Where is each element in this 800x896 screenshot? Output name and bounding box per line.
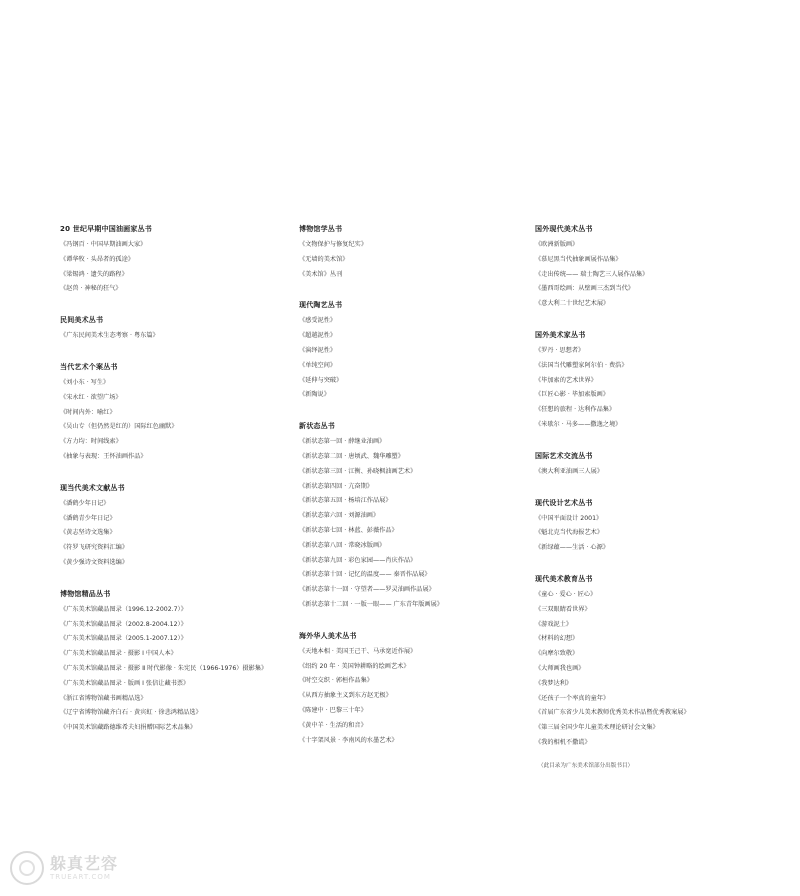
- book-title: 《广东美术馆藏品图录（1996.12-2002.7）》: [60, 605, 187, 613]
- book-title: 《罗丹 · 思想者》: [535, 346, 585, 354]
- book-title: 《黄志坚诗文选集》: [60, 529, 116, 537]
- series-section: [535, 224, 775, 308]
- book-title: 《澳大利亚油画三人展》: [535, 467, 604, 475]
- book-title: 《演绎泥性》: [299, 346, 337, 354]
- book-title: 《冯钢百 · 中国早期油画大家》: [60, 241, 147, 248]
- series-section: [60, 224, 290, 293]
- book-title: 《天地本相 · 美国王己干、马承宽近作展》: [299, 647, 417, 655]
- book-title: 《慕尼黑当代抽象画展作品集》: [535, 255, 622, 263]
- series-spacer: [535, 436, 775, 451]
- book-title: 《文物保护与修复纪实》: [299, 241, 368, 248]
- book-title: 《感受泥性》: [299, 317, 337, 325]
- watermark-cn: 躲真艺容: [50, 853, 119, 873]
- book-title: 《欧洲新版画》: [535, 241, 579, 248]
- series-title: 当代艺术个案丛书: [60, 362, 118, 371]
- series-title: 民间美术丛书: [60, 316, 104, 325]
- series-section: [299, 300, 529, 399]
- series-section: [299, 421, 529, 609]
- book-title: 《广东美术馆藏品图录 · 摄影 Ⅱ 时代影像 · 朱宪民（1966-1976）摄影集》: [60, 664, 268, 672]
- series-section: [60, 589, 290, 732]
- book-title: 《我的相机不撒谎》: [535, 738, 591, 746]
- series-spacer: [60, 574, 290, 589]
- series-title: 现代陶艺丛书: [299, 301, 343, 310]
- book-title: 《辽宁省博物馆藏齐白石 · 黄宾虹 · 徐悲鸿精品选》: [60, 709, 202, 717]
- book-title: 《新状态第三回 · 江衡、孙晓枫油画艺术》: [299, 467, 417, 475]
- watermark: [10, 848, 118, 888]
- book-title: 《绍约 20 年 · 美国钟耕略的绘画艺术》: [299, 662, 410, 670]
- series-section: [535, 574, 775, 747]
- book-title: 《新状态第十回 · 记忆的温度—— 秦晋作品展》: [299, 571, 431, 579]
- book-title: 《三双眼睛看世界》: [535, 605, 591, 613]
- series-title: 国际艺术交流丛书: [535, 451, 593, 460]
- series-spacer: [299, 406, 529, 421]
- series-section: [299, 224, 529, 279]
- book-title: 《还孩子一个率真的童年》: [535, 694, 610, 702]
- book-title: 《符罗飞研究资料汇编》: [60, 544, 129, 552]
- book-title: 《宋永红 · 欲望广场》: [60, 393, 122, 401]
- book-title: 《首届广东省少儿美术教师优秀美术作品暨优秀教案展》: [535, 709, 690, 717]
- book-title: 《新陶说》: [299, 391, 330, 399]
- book-title: 《新状态第四回 · 亢奋期》: [299, 482, 373, 490]
- book-title: 《十字架风景 · 李南风的水墨艺术》: [299, 736, 398, 744]
- series-title: 国外现代美术丛书: [535, 225, 593, 233]
- book-title: 《中国平面设计 2001》: [535, 514, 603, 522]
- series-section: [299, 631, 529, 745]
- book-title: 《广东美术馆藏品图录（2005.1-2007.12）》: [60, 635, 187, 643]
- book-title: 《新状态第一回 · 薛继业油画》: [299, 438, 386, 446]
- series-spacer: [60, 468, 290, 483]
- book-title: 《新状态第九回 · 彩色家园——肖庆作品》: [299, 556, 417, 564]
- series-title: 现代美术教育丛书: [535, 574, 593, 583]
- book-title: 《陈建中 · 巴黎三十年》: [299, 706, 367, 714]
- book-title: 《走出传统—— 瑞士陶艺三人展作品集》: [535, 270, 649, 278]
- book-title: 《巨匠心影 · 毕加索版画》: [535, 391, 609, 399]
- book-title: 《单纯空间》: [299, 361, 337, 369]
- book-title: 《刘小东 · 写生》: [60, 378, 110, 386]
- catalog-note: （此目录为广东美术馆部分出版书目）: [538, 763, 634, 769]
- book-title: 《大师画我也画》: [535, 664, 585, 672]
- book-title: 《从西方抽象主义到东方赵无极》: [299, 692, 392, 700]
- book-title: 《时空交织 · 郭桓作品集》: [299, 677, 373, 685]
- book-title: 《赵兽 · 神秘的狂气》: [60, 285, 122, 293]
- book-title: 《新状态第十一回 · 守望者——罗灵油画作品展》: [299, 586, 435, 594]
- book-title: 《潘鹤少年日记》: [60, 499, 110, 507]
- book-title: 《浙江省博物馆藏书画精品选》: [60, 694, 147, 702]
- book-title: 《毕加索的艺术世界》: [535, 376, 597, 384]
- watermark-en: TRUEART.COM: [50, 872, 111, 881]
- book-title: 《新状态第七回 · 林蓝、彭薇作品》: [299, 526, 398, 534]
- book-title: 《我梦达利》: [535, 679, 573, 687]
- book-title: 《超越泥性》: [299, 332, 337, 340]
- book-title: 《新状态第六回 · 刘源油画》: [299, 512, 380, 520]
- book-title: 《抽象与表现：王怀油画作品》: [60, 452, 147, 460]
- book-title: 《美术馆》丛刊: [299, 270, 343, 278]
- series-spacer: [535, 483, 775, 498]
- book-title: 《无墙的美术馆》: [299, 255, 349, 263]
- series-title: 国外美术家丛书: [535, 330, 586, 339]
- series-spacer: [535, 559, 775, 574]
- book-title: 《梁锡鸿 · 遗失的路程》: [60, 270, 128, 278]
- book-title: 《材料的幻想》: [535, 635, 579, 643]
- watermark-logo-icon: [10, 851, 44, 885]
- book-title: 《新状态第十二回 · 一版一眼—— 广东青年版画展》: [299, 600, 443, 608]
- book-title: 《潘鹤青少年日记》: [60, 514, 116, 522]
- book-title: 《谭华牧 · 头昂者的孤途》: [60, 255, 134, 263]
- book-title: 《法国当代雕塑家阿尔伯 · 费浩》: [535, 361, 628, 369]
- book-title: 《方力均：时间线索》: [60, 438, 122, 446]
- column-right: [535, 224, 775, 754]
- book-title: 《新状态第五回 · 杨培江作品展》: [299, 497, 392, 505]
- series-section: [535, 451, 775, 476]
- series-title: 20 世纪早期中国油画家丛书: [60, 225, 152, 233]
- series-section: [60, 483, 290, 567]
- book-title: 《童心 · 爱心 · 匠心》: [535, 590, 597, 598]
- book-title: 《墨西哥绘画：从壁画三杰到当代》: [535, 285, 634, 293]
- book-title: 《向摩尔致敬》: [535, 650, 579, 658]
- series-spacer: [535, 315, 775, 330]
- series-spacer: [299, 285, 529, 300]
- series-title: 现当代美术文献丛书: [60, 483, 125, 492]
- series-spacer: [60, 300, 290, 315]
- series-title: 现代设计艺术丛书: [535, 498, 593, 507]
- series-title: 新状态丛书: [299, 422, 335, 431]
- series-section: [60, 362, 290, 461]
- book-title: 《魁北克当代海报艺术》: [535, 529, 604, 537]
- book-title: 《吴山专（但仍然是红的）国际红色幽默》: [60, 423, 178, 431]
- book-title: 《意大利二十世纪艺术展》: [535, 300, 610, 308]
- book-title: 《广东美术馆藏品图录 · 版画 I 张信让藏书票》: [60, 679, 190, 687]
- column-middle: [299, 224, 529, 751]
- book-title: 《新状态第二回 · 唐顷武、魏华雕塑》: [299, 452, 404, 460]
- book-title: 《中国美术馆藏路德维希夫妇捐赠国际艺术品集》: [60, 724, 197, 732]
- book-title: 《黄少强诗文资料选编》: [60, 558, 129, 566]
- watermark-text: [50, 855, 118, 882]
- book-title: 《米歇尔 · 马多——撒逸之境》: [535, 420, 622, 428]
- book-title: 《广东美术馆藏品图录（2002.8-2004.12）》: [60, 620, 187, 628]
- series-title: 博物馆精品丛书: [60, 589, 111, 598]
- book-title: 《第三届全国少年儿童美术理论研讨会文集》: [535, 724, 659, 732]
- column-left: [60, 224, 290, 739]
- book-title: 《广东美术馆藏品图录 · 摄影 I 中国人本》: [60, 650, 177, 658]
- series-spacer: [299, 616, 529, 631]
- book-title: 《游戏泥土》: [535, 620, 573, 628]
- book-title: 《广东民间美术生态考察 · 粤东篇》: [60, 332, 159, 340]
- book-title: 《狂想的旅程 · 达利作品集》: [535, 406, 616, 414]
- series-section: [535, 498, 775, 553]
- book-title: 《新状态第八回 · 常晓冰版画》: [299, 541, 386, 549]
- series-spacer: [60, 347, 290, 362]
- series-title: 海外华人美术丛书: [299, 631, 357, 640]
- series-section: [60, 315, 290, 340]
- book-title: 《时间内外：喻红》: [60, 408, 116, 416]
- series-title: 博物馆学丛书: [299, 225, 343, 233]
- book-title: 《延伸与突破》: [299, 376, 343, 384]
- series-section: [535, 330, 775, 429]
- book-title: 《黄中羊 · 生活的和音》: [299, 721, 367, 729]
- book-title: 《新绿蕴——生活 · 心源》: [535, 544, 609, 552]
